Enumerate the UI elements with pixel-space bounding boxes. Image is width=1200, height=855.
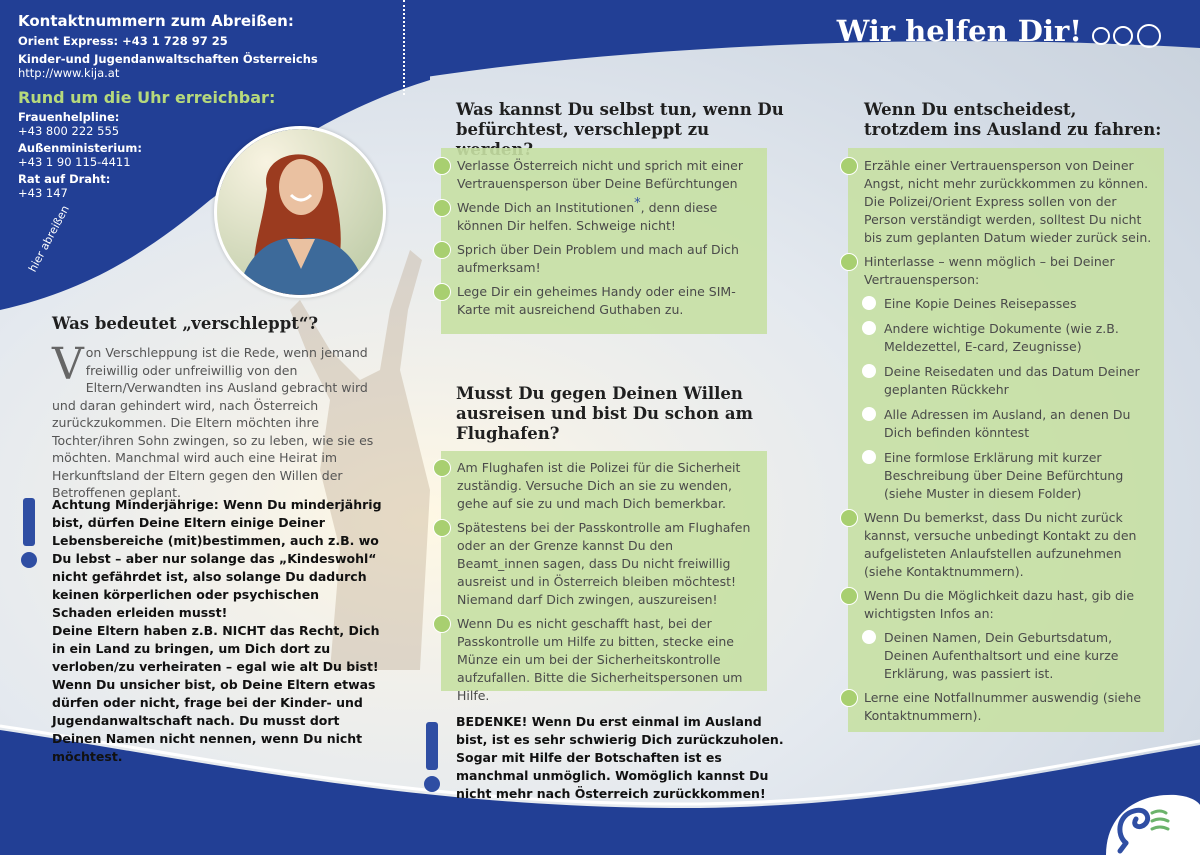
list-item: Erzähle einer Vertrauensperson von Deiner Angst, nicht mehr zurückkommen zu können. Die Polizei/Orient Express sollen von der Person verständigt werden, solltest Du nicht bis zum geplanten Datum wieder zurück sein. <box>864 157 1160 247</box>
organization-logo-icon <box>1086 785 1200 855</box>
white-bullet-icon <box>862 321 876 335</box>
bullet-icon <box>433 241 451 259</box>
minors-warning-p2: Deine Eltern haben z.B. NICHT das Recht, Dich in ein Land zu bringen, um Dich dort zu verloben/zu verheiraten – egal wie alt Du bist! <box>52 623 380 674</box>
list-item: Wende Dich an Institutionen*, denn diese können Dir helfen. Schweige nicht! <box>457 199 757 235</box>
minors-warning-p3: Wenn Du unsicher bist, ob Deine Eltern etwas dürfen oder nicht, frage bei der Kinder- und Jugendanwaltschaft nach. Du musst dort Deinen Namen nicht nennen, wenn Du nicht möchtest. <box>52 677 376 764</box>
white-bullet-icon <box>862 450 876 464</box>
sub-list-item: Deine Reisedaten und das Datum Deiner geplanten Rückkehr <box>884 363 1160 399</box>
contact-rat-label: Rat auf Draht: <box>18 172 111 186</box>
contact-orient: Orient Express: +43 1 728 97 25 <box>18 34 228 48</box>
bullet-icon <box>433 283 451 301</box>
sub-list <box>864 629 1160 683</box>
list-item: Lerne eine Notfallnummer auswendig (siehe Kontaktnummern). <box>864 689 1160 725</box>
bullet-icon <box>433 157 451 175</box>
list-item: Wenn Du bemerkst, dass Du nicht zurück kannst, versuche unbedingt Kontakt zu den aufgelisteten Anlaufstellen aufzunehmen (siehe Kontaktnummern). <box>864 509 1160 581</box>
hero-title: Wir helfen Dir! <box>836 14 1082 48</box>
heading-verschleppt: Was bedeutet „verschleppt“? <box>52 314 319 333</box>
tear-off-label: hier abreißen <box>26 203 72 275</box>
sub-list-item: Andere wichtige Dokumente (wie z.B. Meldezettel, E-card, Zeugnisse) <box>884 320 1160 356</box>
list-item: Hinterlasse – wenn möglich – bei Deiner Vertrauensperson: <box>864 253 1160 289</box>
minors-warning <box>52 496 382 766</box>
contact-rat-number: +43 147 <box>18 186 68 200</box>
intro-paragraph <box>52 339 382 502</box>
minors-warning-p1: Achtung Minderjährige: Wenn Du minderjährig bist, dürfen Deine Eltern einige Deiner Lebensbereiche (mit)bestimmen, auch z.B. wo Du lebst – aber nur solange das „Kindeswohl“ nicht gefährdet ist, also solange Du dadurch keinen körperlichen oder psychischen Schaden erleiden musst! <box>52 497 382 620</box>
bullet-icon <box>840 157 858 175</box>
heading-self-help: Was kannst Du selbst tun, wenn Du befürchtest, verschleppt zu <box>456 100 784 139</box>
list-item: Verlasse Österreich nicht und sprich mit einer Vertrauensperson über Deine Befürchtungen <box>457 157 757 193</box>
bullet-icon <box>433 459 451 477</box>
contacts-title: Kontaktnummern zum Abreißen: <box>18 12 294 30</box>
bullet-icon <box>433 519 451 537</box>
list-item: Wenn Du die Möglichkeit dazu hast, gib die wichtigsten Infos an: <box>864 587 1160 623</box>
bedenke-warning: BEDENKE! Wenn Du erst einmal im Ausland bist, ist es sehr schwierig Dich zurückzuholen. Sogar mit Hilfe der Botschaften ist es manchmal unmöglich. Womöglich kannst Du nicht mehr nach Österreich zurückkommen! <box>456 714 784 801</box>
bullet-icon <box>840 509 858 527</box>
drop-cap: V <box>52 339 84 390</box>
list-item: Sprich über Dein Problem und mach auf Dich aufmerksam! <box>457 241 757 277</box>
white-bullet-icon <box>862 364 876 378</box>
dot-medium-icon <box>1113 26 1133 46</box>
list-item: Wenn Du es nicht geschafft hast, bei der Passkontrolle um Hilfe zu bitten, stecke eine Münze ein um bei der Sicherheitskontrolle aufzufallen. Bitte die Sicherheitspersonen um Hilfe. <box>457 615 757 705</box>
sub-list-item: Eine Kopie Deines Reisepasses <box>884 295 1160 313</box>
sub-list <box>864 295 1160 503</box>
trip-list <box>864 157 1160 725</box>
bullet-icon <box>840 587 858 605</box>
bullet-icon <box>433 199 451 217</box>
white-bullet-icon <box>862 407 876 421</box>
dot-small-icon <box>1092 27 1110 45</box>
contact-aussen-number: +43 1 90 115-4411 <box>18 155 131 169</box>
heading-airport: Musst Du gegen Deinen Willen ausreisen und bist Du schon am Flughafen? <box>456 384 753 443</box>
sub-list-item: Deinen Namen, Dein Geburtsdatum, Deinen Aufenthaltsort und eine kurze Erklärung, was passiert ist. <box>884 629 1160 683</box>
contact-aussen-label: Außenministerium: <box>18 141 142 155</box>
tear-off-dotted-line <box>403 0 405 95</box>
sub-list-item: Alle Adressen im Ausland, an denen Du Dich befinden könntest <box>884 406 1160 442</box>
list-item: Spätestens bei der Passkontrolle am Flughafen oder an der Grenze kannst Du den Beamt_innen sagen, dass Du nicht freiwillig ausreist und in Österreich bleiben möchtest! Niemand darf Dich zwingen, auszureisen! <box>457 519 757 609</box>
intro-text: on Verschleppung ist die Rede, wenn jemand freiwillig oder unfreiwillig von den Eltern/Verwandten ins Ausland gebracht wird und daran gehindert wird, nach Österreich zurückzukommen. Die Eltern möchten ihre Tochter/ihren Sohn zwingen, so zu leben, wie sie es möchten. Manchmal wird auch eine Heirat im Herkunftsland der Eltern gegen den Willen der Betroffenen geplant. <box>52 345 374 500</box>
contact-kija-url[interactable]: http://www.kija.at <box>18 66 120 80</box>
self-help-list <box>457 157 757 319</box>
contact-frauen-label: Frauenhelpline: <box>18 110 120 124</box>
list-item: Lege Dir ein geheimes Handy oder eine SIM-Karte mit ausreichend Guthaben zu. <box>457 283 757 319</box>
bullet-icon <box>840 253 858 271</box>
woman-photo <box>214 126 386 298</box>
heading-trip-anyway: Wenn Du entscheidest, trotzdem ins Ausland zu fahren: <box>864 100 1162 139</box>
airport-list <box>457 459 757 705</box>
contact-frauen-number: +43 800 222 555 <box>18 124 120 138</box>
dot-large-icon <box>1137 24 1161 48</box>
bullet-icon <box>433 615 451 633</box>
contact-kija-name: Kinder-und Jugendanwaltschaften Österreichs <box>18 52 318 66</box>
bullet-icon <box>840 689 858 707</box>
around-clock-heading: Rund um die Uhr erreichbar: <box>18 88 276 107</box>
white-bullet-icon <box>862 296 876 310</box>
asterisk-icon: * <box>634 195 641 211</box>
list-item: Am Flughafen ist die Polizei für die Sicherheit zuständig. Versuche Dich an sie zu wenden, gehe auf sie zu und mach Dich bemerkbar. <box>457 459 757 513</box>
white-bullet-icon <box>862 630 876 644</box>
sub-list-item: Eine formlose Erklärung mit kurzer Beschreibung über Deine Befürchtung (siehe Muster in diesem Folder) <box>884 449 1160 503</box>
